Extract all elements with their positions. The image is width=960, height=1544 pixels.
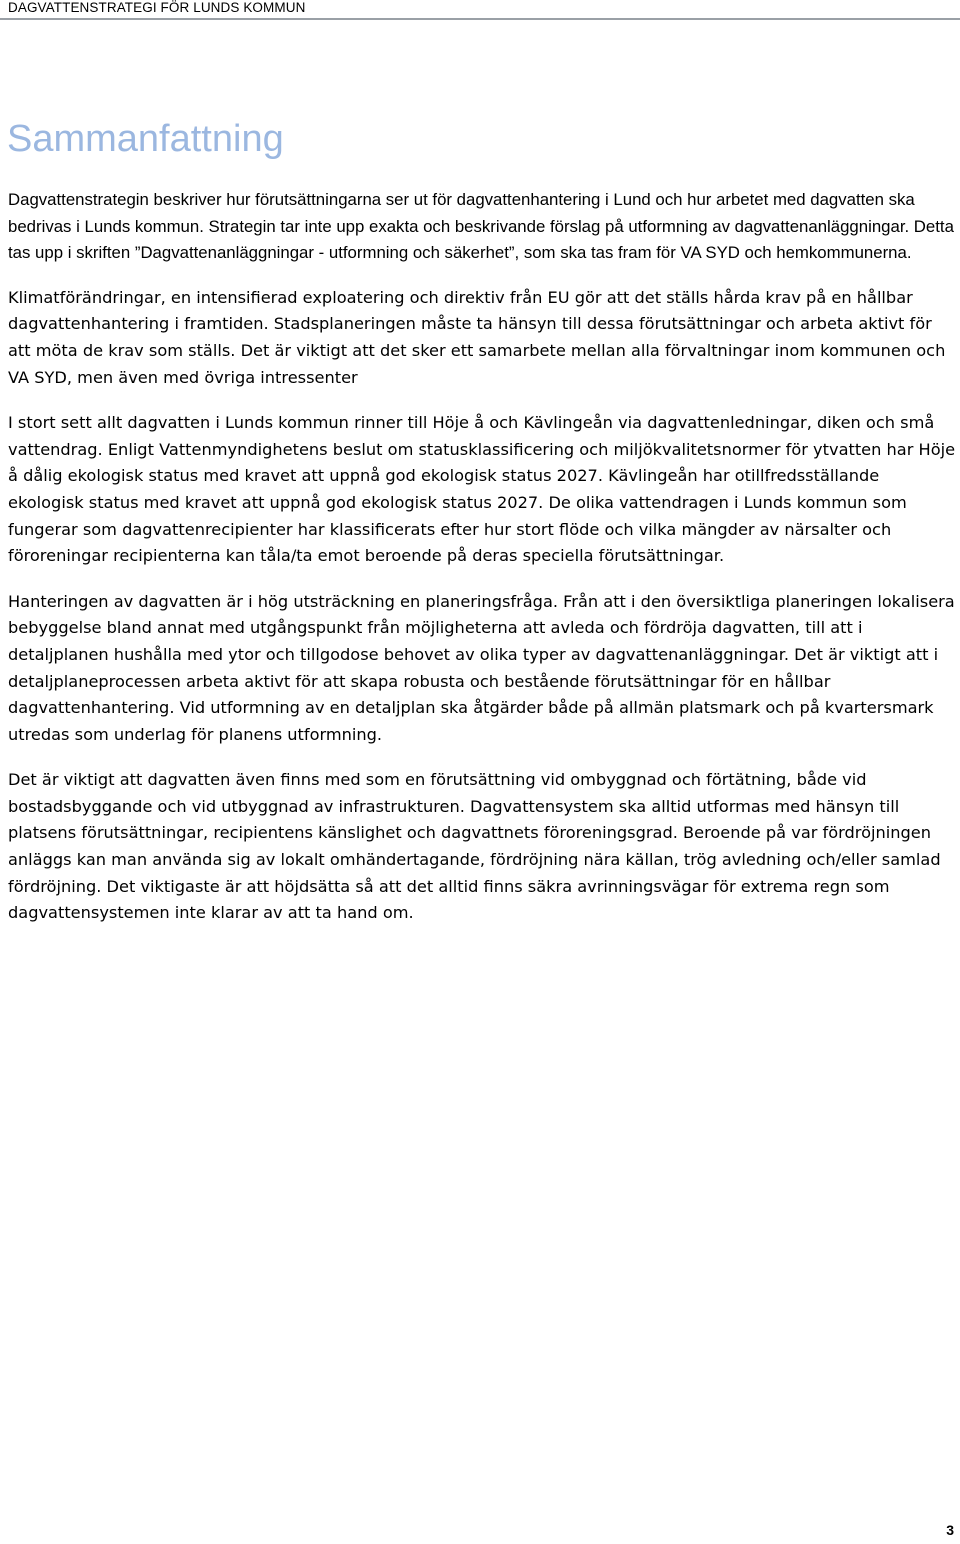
paragraph-intro: Dagvattenstrategin beskriver hur förutsättningarna ser ut för dagvattenhantering i Lund och hur arbetet med dagvatten ska bedrivas i Lunds kommun. Strategin tar inte upp exakta och beskrivande förslag på utformning av dagvattenanläggningar. Detta tas upp i skriften ”Dagvattenanläggningar - utformning och säkerhet”, som ska tas fram för VA SYD och hemkommunerna. [8, 190, 954, 263]
page-number: 3 [946, 1522, 954, 1538]
section-title: Sammanfattning [7, 118, 284, 160]
paragraph-planning: Hanteringen av dagvatten är i hög utsträckning en planeringsfråga. Från att i den översiktliga planeringen lokalisera bebyggelse bland annat med utgångspunkt från möjligheterna att avleda och fördröja dagvatten, till att i detaljplanen hushålla med ytor och tillgodose behovet av olika typer av dagvattenanläggningar. Det är viktigt att i detaljplaneprocessen arbeta aktivt för att skapa robusta och bestående förutsättningar för en hållbar dagvattenhantering. Vid utformning av en detaljplan ska åtgärder både på allmän platsmark och på kvartersmark utredas som underlag för planens utformning. [8, 591, 955, 744]
body-text [8, 187, 958, 946]
paragraph-recipients: I stort sett allt dagvatten i Lunds kommun rinner till Höje å och Kävlingeån via dagvattenledningar, diken och små vattendrag. Enligt Vattenmyndighetens beslut om statusklassificering och miljökvalitetsnormer för ytvatten har Höje å dålig ekologisk status med kravet att uppnå god ekologisk status 2027. Kävlingeån har otillfredsställande ekologisk status med kravet att uppnå god ekologisk status 2027. De olika vattendragen i Lunds kommun som fungerar som dagvattenrecipienter har klassificerats efter hur stort flöde och vilka mängder av närsalter och föroreningar recipienterna kan tåla/ta emot beroende på deras speciella förutsättningar. [8, 413, 956, 566]
header-divider [0, 18, 960, 20]
paragraph-measures: Det är viktigt att dagvatten även finns med som en förutsättning vid ombyggnad och förtätning, både vid bostadsbyggande och vid utbyggnad av infrastrukturen. Dagvattensystem ska alltid utformas med hänsyn till platsens förutsättningar, recipientens känslighet och dagvattnets föroreningsgrad. Beroende på var fördröjningen anläggs kan man använda sig av lokalt omhändertagande, fördröjning nära källan, trög avledning och/eller samlad fördröjning. Det viktigaste är att höjdsätta så att det alltid finns säkra avrinningsvägar för extrema regn som dagvattensystemen inte klarar av att ta hand om. [8, 770, 941, 923]
running-header: DAGVATTENSTRATEGI FÖR LUNDS KOMMUN [8, 0, 306, 15]
paragraph-climate: Klimatförändringar, en intensifierad exploatering och direktiv från EU gör att det ställs hårda krav på en hållbar dagvattenhantering i framtiden. Stadsplaneringen måste ta hänsyn till dessa förutsättningar och arbeta aktivt för att möta de krav som ställs. Det är viktigt att det sker ett samarbete mellan alla förvaltningar inom kommunen och VA SYD, men även med övriga intressenter [8, 287, 946, 387]
